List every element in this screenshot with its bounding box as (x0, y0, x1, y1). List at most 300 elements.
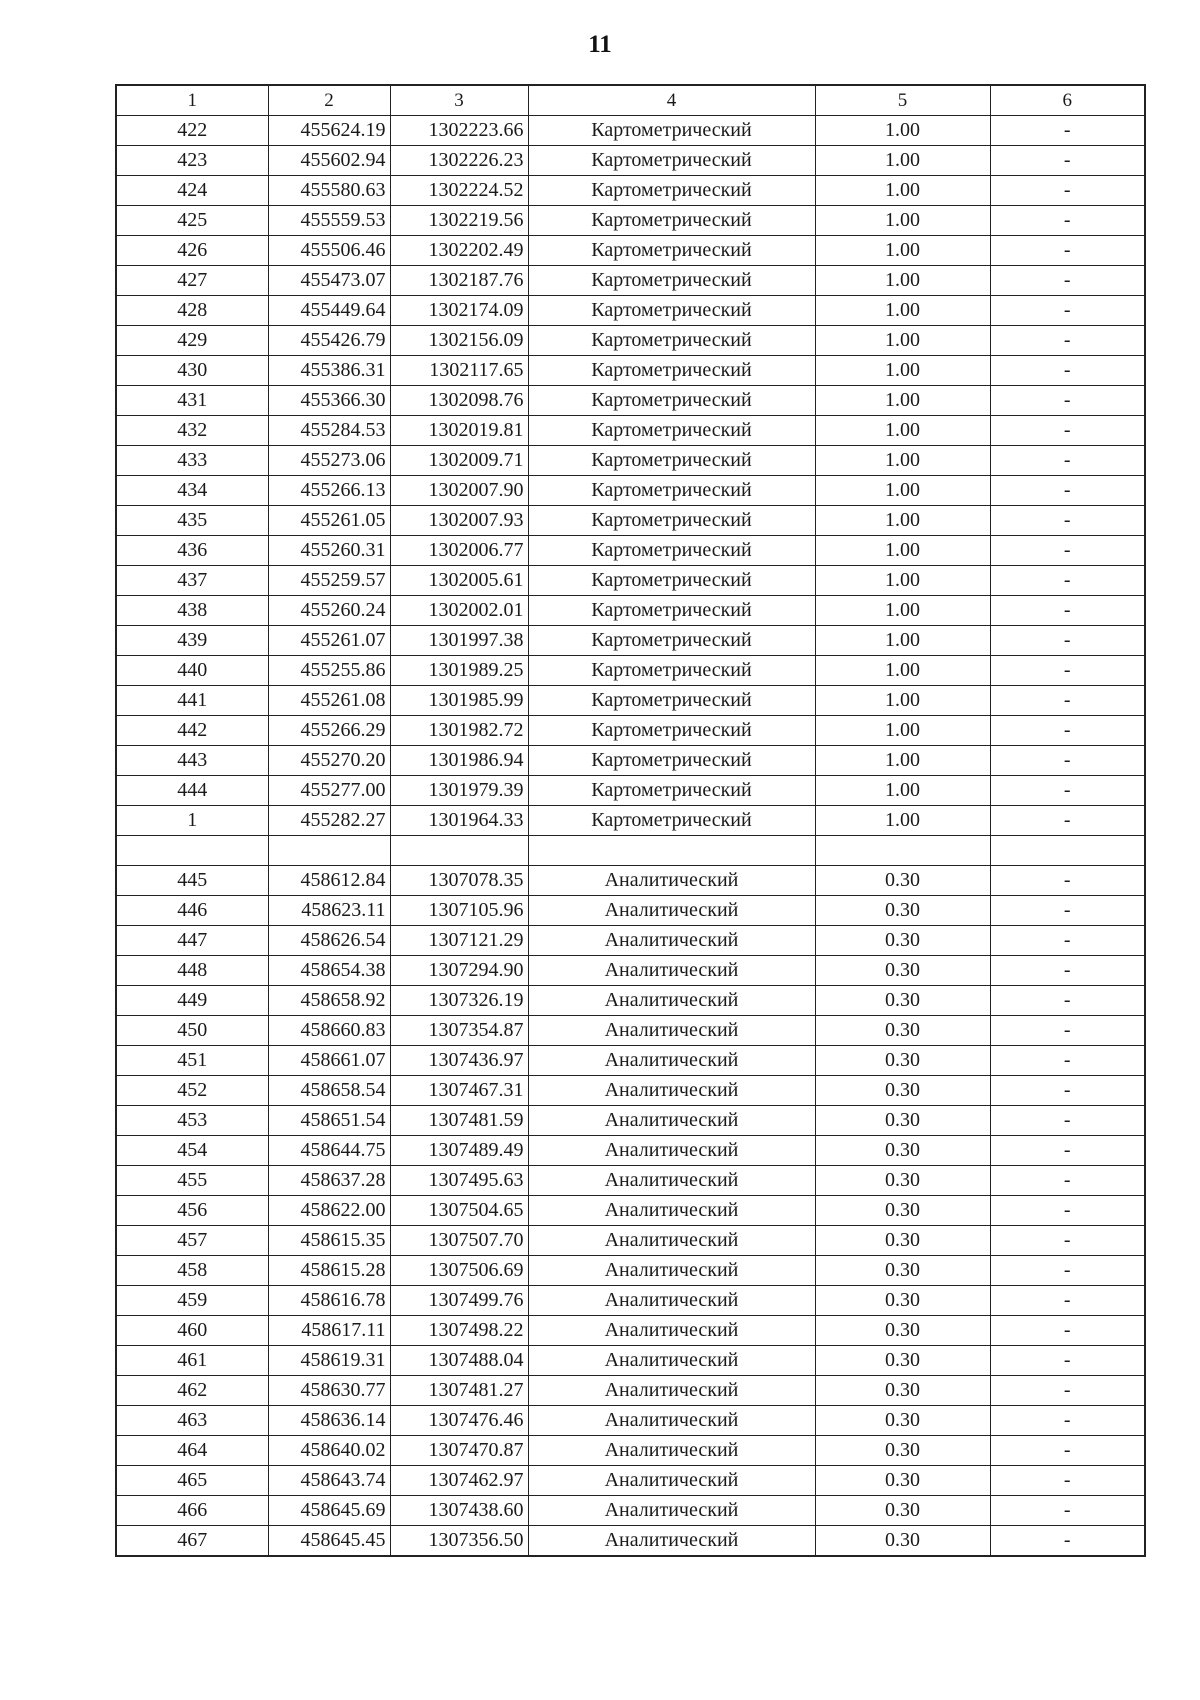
accuracy-cell: 1.00 (815, 446, 990, 476)
point-number-cell: 454 (116, 1136, 268, 1166)
accuracy-cell: 1.00 (815, 116, 990, 146)
accuracy-cell: 0.30 (815, 1016, 990, 1046)
table-separator-row (116, 836, 1145, 866)
table-row (116, 236, 1145, 266)
x-coordinate-cell: 458640.02 (268, 1436, 390, 1466)
x-coordinate-cell: 455260.31 (268, 536, 390, 566)
table-row (116, 326, 1145, 356)
table-row (116, 686, 1145, 716)
x-coordinate-cell: 458636.14 (268, 1406, 390, 1436)
y-coordinate-cell: 1307326.19 (390, 986, 528, 1016)
table-row (116, 1106, 1145, 1136)
table-row (116, 656, 1145, 686)
method-cell: Аналитический (528, 1196, 815, 1226)
note-cell: - (990, 1316, 1145, 1346)
table-row (116, 1076, 1145, 1106)
table-row (116, 146, 1145, 176)
accuracy-cell: 0.30 (815, 1256, 990, 1286)
column-header: 3 (390, 85, 528, 116)
note-cell: - (990, 206, 1145, 236)
point-number-cell: 424 (116, 176, 268, 206)
point-number-cell: 434 (116, 476, 268, 506)
table-row (116, 1316, 1145, 1346)
y-coordinate-cell: 1302007.90 (390, 476, 528, 506)
table-row (116, 746, 1145, 776)
y-coordinate-cell: 1302002.01 (390, 596, 528, 626)
method-cell: Картометрический (528, 746, 815, 776)
x-coordinate-cell: 458643.74 (268, 1466, 390, 1496)
note-cell: - (990, 806, 1145, 836)
method-cell: Картометрический (528, 626, 815, 656)
point-number-cell: 464 (116, 1436, 268, 1466)
note-cell: - (990, 176, 1145, 206)
table-row (116, 1496, 1145, 1526)
column-header: 5 (815, 85, 990, 116)
y-coordinate-cell: 1302187.76 (390, 266, 528, 296)
x-coordinate-cell: 455506.46 (268, 236, 390, 266)
accuracy-cell: 1.00 (815, 206, 990, 236)
method-cell: Аналитический (528, 1016, 815, 1046)
accuracy-cell: 0.30 (815, 926, 990, 956)
point-number-cell: 439 (116, 626, 268, 656)
method-cell: Аналитический (528, 926, 815, 956)
accuracy-cell: 1.00 (815, 176, 990, 206)
method-cell: Картометрический (528, 536, 815, 566)
x-coordinate-cell: 455260.24 (268, 596, 390, 626)
point-number-cell: 459 (116, 1286, 268, 1316)
method-cell: Картометрический (528, 506, 815, 536)
note-cell: - (990, 1286, 1145, 1316)
y-coordinate-cell: 1302009.71 (390, 446, 528, 476)
y-coordinate-cell: 1307354.87 (390, 1016, 528, 1046)
point-number-cell: 441 (116, 686, 268, 716)
table-row (116, 506, 1145, 536)
method-cell (528, 836, 815, 866)
point-number-cell: 432 (116, 416, 268, 446)
table-row (116, 116, 1145, 146)
point-number-cell: 428 (116, 296, 268, 326)
method-cell: Картометрический (528, 386, 815, 416)
point-number-cell: 440 (116, 656, 268, 686)
table-row (116, 1286, 1145, 1316)
point-number-cell: 442 (116, 716, 268, 746)
note-cell: - (990, 1346, 1145, 1376)
x-coordinate-cell: 458619.31 (268, 1346, 390, 1376)
point-number-cell: 437 (116, 566, 268, 596)
method-cell: Картометрический (528, 656, 815, 686)
method-cell: Картометрический (528, 146, 815, 176)
note-cell: - (990, 506, 1145, 536)
x-coordinate-cell: 458616.78 (268, 1286, 390, 1316)
table-row (116, 206, 1145, 236)
note-cell: - (990, 776, 1145, 806)
y-coordinate-cell: 1307294.90 (390, 956, 528, 986)
point-number-cell: 456 (116, 1196, 268, 1226)
point-number-cell: 460 (116, 1316, 268, 1346)
method-cell: Картометрический (528, 206, 815, 236)
accuracy-cell: 1.00 (815, 386, 990, 416)
table-row (116, 596, 1145, 626)
table-row (116, 1436, 1145, 1466)
note-cell: - (990, 1076, 1145, 1106)
table-row (116, 476, 1145, 506)
accuracy-cell: 1.00 (815, 146, 990, 176)
y-coordinate-cell: 1302226.23 (390, 146, 528, 176)
method-cell: Картометрический (528, 236, 815, 266)
method-cell: Аналитический (528, 956, 815, 986)
point-number-cell: 426 (116, 236, 268, 266)
point-number-cell: 465 (116, 1466, 268, 1496)
method-cell: Аналитический (528, 1136, 815, 1166)
point-number-cell: 431 (116, 386, 268, 416)
table-row (116, 896, 1145, 926)
y-coordinate-cell: 1307504.65 (390, 1196, 528, 1226)
point-number-cell: 445 (116, 866, 268, 896)
method-cell: Аналитический (528, 1166, 815, 1196)
accuracy-cell (815, 836, 990, 866)
method-cell: Картометрический (528, 596, 815, 626)
note-cell: - (990, 1196, 1145, 1226)
note-cell: - (990, 656, 1145, 686)
x-coordinate-cell: 455261.07 (268, 626, 390, 656)
note-cell: - (990, 596, 1145, 626)
x-coordinate-cell: 458658.54 (268, 1076, 390, 1106)
accuracy-cell: 1.00 (815, 296, 990, 326)
note-cell: - (990, 476, 1145, 506)
y-coordinate-cell (390, 836, 528, 866)
y-coordinate-cell: 1301964.33 (390, 806, 528, 836)
accuracy-cell: 1.00 (815, 656, 990, 686)
y-coordinate-cell: 1307476.46 (390, 1406, 528, 1436)
accuracy-cell: 0.30 (815, 1466, 990, 1496)
accuracy-cell: 0.30 (815, 1496, 990, 1526)
table-row (116, 566, 1145, 596)
x-coordinate-cell: 458651.54 (268, 1106, 390, 1136)
table-row (116, 1046, 1145, 1076)
note-cell: - (990, 1496, 1145, 1526)
table-row (116, 266, 1145, 296)
x-coordinate-cell: 455266.13 (268, 476, 390, 506)
note-cell: - (990, 296, 1145, 326)
y-coordinate-cell: 1302098.76 (390, 386, 528, 416)
note-cell: - (990, 1166, 1145, 1196)
method-cell: Аналитический (528, 1376, 815, 1406)
method-cell: Аналитический (528, 1226, 815, 1256)
note-cell: - (990, 1046, 1145, 1076)
y-coordinate-cell: 1307495.63 (390, 1166, 528, 1196)
method-cell: Аналитический (528, 896, 815, 926)
point-number-cell (116, 836, 268, 866)
y-coordinate-cell: 1302117.65 (390, 356, 528, 386)
note-cell: - (990, 566, 1145, 596)
note-cell: - (990, 986, 1145, 1016)
y-coordinate-cell: 1302006.77 (390, 536, 528, 566)
table-row (116, 1346, 1145, 1376)
column-header: 6 (990, 85, 1145, 116)
accuracy-cell: 1.00 (815, 266, 990, 296)
column-header: 4 (528, 85, 815, 116)
accuracy-cell: 0.30 (815, 1286, 990, 1316)
note-cell: - (990, 236, 1145, 266)
x-coordinate-cell: 455261.05 (268, 506, 390, 536)
coordinates-table-body (116, 85, 1145, 1556)
point-number-cell: 444 (116, 776, 268, 806)
method-cell: Картометрический (528, 686, 815, 716)
x-coordinate-cell: 458617.11 (268, 1316, 390, 1346)
y-coordinate-cell: 1302223.66 (390, 116, 528, 146)
table-row (116, 416, 1145, 446)
table-row (116, 1196, 1145, 1226)
x-coordinate-cell: 455266.29 (268, 716, 390, 746)
note-cell: - (990, 116, 1145, 146)
note-cell: - (990, 716, 1145, 746)
point-number-cell: 462 (116, 1376, 268, 1406)
y-coordinate-cell: 1301985.99 (390, 686, 528, 716)
method-cell: Картометрический (528, 296, 815, 326)
x-coordinate-cell: 458626.54 (268, 926, 390, 956)
point-number-cell: 457 (116, 1226, 268, 1256)
note-cell: - (990, 1256, 1145, 1286)
point-number-cell: 425 (116, 206, 268, 236)
x-coordinate-cell: 455624.19 (268, 116, 390, 146)
accuracy-cell: 0.30 (815, 1166, 990, 1196)
y-coordinate-cell: 1301979.39 (390, 776, 528, 806)
y-coordinate-cell: 1307078.35 (390, 866, 528, 896)
accuracy-cell: 0.30 (815, 1136, 990, 1166)
table-row (116, 866, 1145, 896)
x-coordinate-cell: 458658.92 (268, 986, 390, 1016)
note-cell: - (990, 1376, 1145, 1406)
table-row (116, 626, 1145, 656)
x-coordinate-cell: 455426.79 (268, 326, 390, 356)
x-coordinate-cell: 455602.94 (268, 146, 390, 176)
table-row (116, 1136, 1145, 1166)
accuracy-cell: 0.30 (815, 956, 990, 986)
x-coordinate-cell (268, 836, 390, 866)
note-cell: - (990, 1526, 1145, 1557)
accuracy-cell: 1.00 (815, 626, 990, 656)
method-cell: Картометрический (528, 806, 815, 836)
table-row (116, 1256, 1145, 1286)
note-cell: - (990, 536, 1145, 566)
x-coordinate-cell: 458644.75 (268, 1136, 390, 1166)
x-coordinate-cell: 455282.27 (268, 806, 390, 836)
y-coordinate-cell: 1307470.87 (390, 1436, 528, 1466)
y-coordinate-cell: 1307499.76 (390, 1286, 528, 1316)
table-row (116, 956, 1145, 986)
method-cell: Аналитический (528, 866, 815, 896)
accuracy-cell: 1.00 (815, 536, 990, 566)
column-header: 1 (116, 85, 268, 116)
method-cell: Аналитический (528, 986, 815, 1016)
point-number-cell: 1 (116, 806, 268, 836)
x-coordinate-cell: 455386.31 (268, 356, 390, 386)
method-cell: Картометрический (528, 476, 815, 506)
y-coordinate-cell: 1302202.49 (390, 236, 528, 266)
accuracy-cell: 1.00 (815, 596, 990, 626)
point-number-cell: 433 (116, 446, 268, 476)
point-number-cell: 443 (116, 746, 268, 776)
y-coordinate-cell: 1302174.09 (390, 296, 528, 326)
note-cell: - (990, 1136, 1145, 1166)
y-coordinate-cell: 1302219.56 (390, 206, 528, 236)
y-coordinate-cell: 1301997.38 (390, 626, 528, 656)
x-coordinate-cell: 458612.84 (268, 866, 390, 896)
note-cell: - (990, 326, 1145, 356)
note-cell: - (990, 146, 1145, 176)
x-coordinate-cell: 455273.06 (268, 446, 390, 476)
method-cell: Картометрический (528, 776, 815, 806)
y-coordinate-cell: 1307438.60 (390, 1496, 528, 1526)
note-cell: - (990, 1436, 1145, 1466)
x-coordinate-cell: 455559.53 (268, 206, 390, 236)
x-coordinate-cell: 458661.07 (268, 1046, 390, 1076)
y-coordinate-cell: 1307121.29 (390, 926, 528, 956)
accuracy-cell: 1.00 (815, 686, 990, 716)
x-coordinate-cell: 455261.08 (268, 686, 390, 716)
x-coordinate-cell: 458615.28 (268, 1256, 390, 1286)
x-coordinate-cell: 455255.86 (268, 656, 390, 686)
method-cell: Картометрический (528, 116, 815, 146)
column-header: 2 (268, 85, 390, 116)
y-coordinate-cell: 1302224.52 (390, 176, 528, 206)
note-cell: - (990, 356, 1145, 386)
x-coordinate-cell: 455277.00 (268, 776, 390, 806)
note-cell: - (990, 1226, 1145, 1256)
point-number-cell: 463 (116, 1406, 268, 1436)
method-cell: Аналитический (528, 1046, 815, 1076)
y-coordinate-cell: 1302005.61 (390, 566, 528, 596)
point-number-cell: 455 (116, 1166, 268, 1196)
table-row (116, 356, 1145, 386)
table-row (116, 1166, 1145, 1196)
point-number-cell: 458 (116, 1256, 268, 1286)
y-coordinate-cell: 1302019.81 (390, 416, 528, 446)
table-row (116, 1226, 1145, 1256)
accuracy-cell: 0.30 (815, 1196, 990, 1226)
point-number-cell: 446 (116, 896, 268, 926)
y-coordinate-cell: 1307356.50 (390, 1526, 528, 1557)
table-row (116, 446, 1145, 476)
method-cell: Аналитический (528, 1526, 815, 1557)
note-cell: - (990, 1016, 1145, 1046)
point-number-cell: 447 (116, 926, 268, 956)
accuracy-cell: 1.00 (815, 746, 990, 776)
accuracy-cell: 0.30 (815, 1226, 990, 1256)
method-cell: Картометрический (528, 176, 815, 206)
point-number-cell: 448 (116, 956, 268, 986)
table-row (116, 536, 1145, 566)
x-coordinate-cell: 455284.53 (268, 416, 390, 446)
method-cell: Картометрический (528, 446, 815, 476)
accuracy-cell: 0.30 (815, 1106, 990, 1136)
x-coordinate-cell: 455270.20 (268, 746, 390, 776)
y-coordinate-cell: 1307481.59 (390, 1106, 528, 1136)
table-row (116, 296, 1145, 326)
accuracy-cell: 0.30 (815, 986, 990, 1016)
point-number-cell: 427 (116, 266, 268, 296)
page-number: 11 (588, 31, 612, 58)
y-coordinate-cell: 1301986.94 (390, 746, 528, 776)
method-cell: Картометрический (528, 356, 815, 386)
accuracy-cell: 0.30 (815, 1316, 990, 1346)
point-number-cell: 422 (116, 116, 268, 146)
table-row (116, 176, 1145, 206)
accuracy-cell: 1.00 (815, 806, 990, 836)
x-coordinate-cell: 458623.11 (268, 896, 390, 926)
point-number-cell: 451 (116, 1046, 268, 1076)
note-cell: - (990, 926, 1145, 956)
table-row (116, 386, 1145, 416)
y-coordinate-cell: 1301982.72 (390, 716, 528, 746)
point-number-cell: 435 (116, 506, 268, 536)
accuracy-cell: 1.00 (815, 236, 990, 266)
method-cell: Аналитический (528, 1076, 815, 1106)
x-coordinate-cell: 455580.63 (268, 176, 390, 206)
accuracy-cell: 0.30 (815, 1436, 990, 1466)
x-coordinate-cell: 458622.00 (268, 1196, 390, 1226)
note-cell: - (990, 386, 1145, 416)
accuracy-cell: 1.00 (815, 326, 990, 356)
table-row (116, 716, 1145, 746)
point-number-cell: 466 (116, 1496, 268, 1526)
note-cell (990, 836, 1145, 866)
table-row (116, 1406, 1145, 1436)
accuracy-cell: 0.30 (815, 866, 990, 896)
note-cell: - (990, 626, 1145, 656)
note-cell: - (990, 446, 1145, 476)
accuracy-cell: 0.30 (815, 1406, 990, 1436)
table-row (116, 806, 1145, 836)
note-cell: - (990, 896, 1145, 926)
note-cell: - (990, 1106, 1145, 1136)
table-row (116, 1016, 1145, 1046)
accuracy-cell: 1.00 (815, 716, 990, 746)
accuracy-cell: 1.00 (815, 476, 990, 506)
x-coordinate-cell: 458630.77 (268, 1376, 390, 1406)
method-cell: Аналитический (528, 1496, 815, 1526)
y-coordinate-cell: 1307507.70 (390, 1226, 528, 1256)
note-cell: - (990, 956, 1145, 986)
accuracy-cell: 0.30 (815, 1346, 990, 1376)
note-cell: - (990, 866, 1145, 896)
table-row (116, 926, 1145, 956)
note-cell: - (990, 266, 1145, 296)
method-cell: Аналитический (528, 1466, 815, 1496)
method-cell: Аналитический (528, 1256, 815, 1286)
x-coordinate-cell: 455473.07 (268, 266, 390, 296)
y-coordinate-cell: 1307467.31 (390, 1076, 528, 1106)
method-cell: Аналитический (528, 1316, 815, 1346)
method-cell: Картометрический (528, 266, 815, 296)
method-cell: Аналитический (528, 1106, 815, 1136)
accuracy-cell: 0.30 (815, 1076, 990, 1106)
x-coordinate-cell: 458615.35 (268, 1226, 390, 1256)
y-coordinate-cell: 1307105.96 (390, 896, 528, 926)
method-cell: Аналитический (528, 1436, 815, 1466)
table-row (116, 1526, 1145, 1557)
method-cell: Аналитический (528, 1406, 815, 1436)
note-cell: - (990, 1466, 1145, 1496)
table-header-row (116, 85, 1145, 116)
point-number-cell: 438 (116, 596, 268, 626)
method-cell: Картометрический (528, 416, 815, 446)
method-cell: Аналитический (528, 1346, 815, 1376)
point-number-cell: 467 (116, 1526, 268, 1557)
point-number-cell: 449 (116, 986, 268, 1016)
x-coordinate-cell: 458654.38 (268, 956, 390, 986)
x-coordinate-cell: 455449.64 (268, 296, 390, 326)
